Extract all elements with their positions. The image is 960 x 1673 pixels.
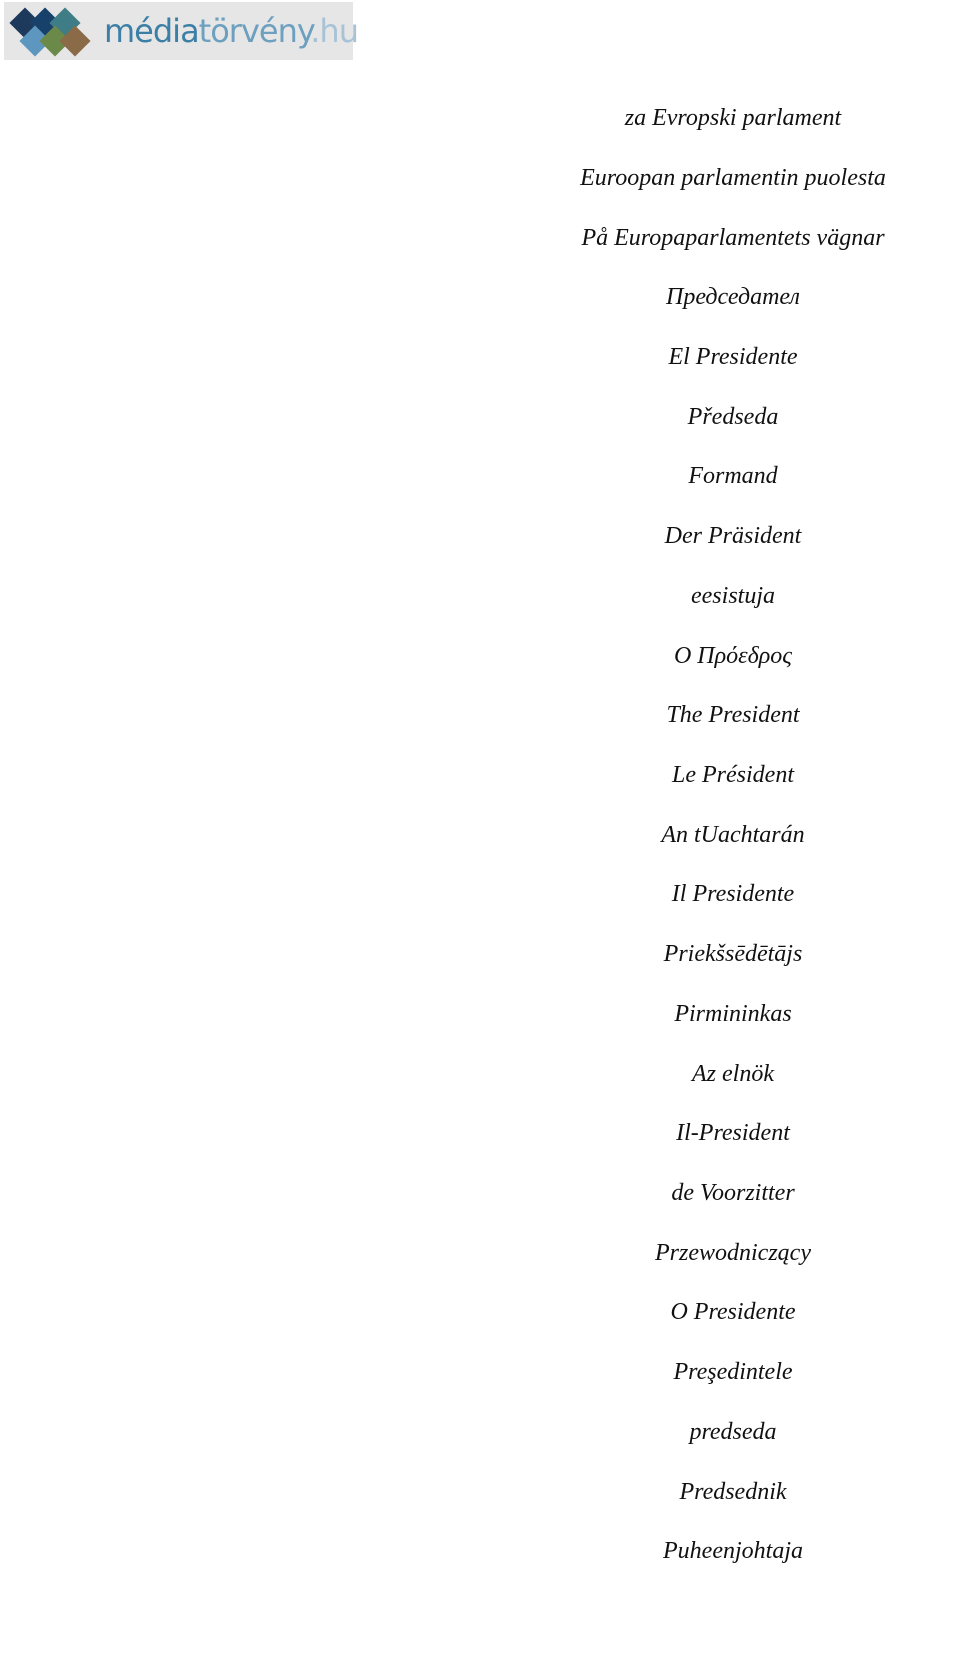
signature-line: Przewodniczący — [655, 1240, 811, 1266]
signature-line: El Presidente — [668, 344, 798, 370]
signature-line: Predsednik — [679, 1479, 787, 1505]
signature-line: Il-President — [676, 1120, 790, 1146]
signature-line: Priekšsēdētājs — [663, 941, 803, 967]
signature-line: Preşedintele — [673, 1359, 793, 1385]
signature-line: za Evropski parlament — [624, 105, 842, 131]
signature-line: Der Präsident — [664, 523, 802, 549]
logo-text — [104, 12, 358, 50]
signature-line: Předseda — [687, 404, 779, 430]
logo-text-hu: .hu — [310, 12, 358, 50]
signature-line: Pirmininkas — [674, 1001, 792, 1027]
signature-line: Председател — [666, 284, 800, 310]
signature-line: predseda — [689, 1419, 777, 1445]
signature-line: de Voorzitter — [671, 1180, 795, 1206]
signature-line: eesistuja — [691, 583, 775, 609]
signature-line: På Europaparlamentets vägnar — [581, 225, 885, 251]
signature-line: Euroopan parlamentin puolesta — [580, 165, 886, 191]
logo-text-torveny: törvény — [198, 12, 311, 50]
site-logo[interactable] — [4, 2, 358, 60]
logo-text-media: média — [104, 12, 199, 50]
signature-line: The President — [666, 702, 800, 728]
signature-line: Puheenjohtaja — [663, 1538, 803, 1564]
signature-line: Ο Πρόεδρος — [673, 643, 793, 669]
signature-line: O Presidente — [670, 1299, 796, 1325]
signature-line: Az elnök — [692, 1061, 774, 1087]
signature-line: Il Presidente — [671, 881, 795, 907]
signature-line: Le Président — [672, 762, 794, 788]
logo-diamonds-icon — [4, 2, 96, 60]
signature-line: An tUachtarán — [661, 822, 805, 848]
signature-line: Formand — [688, 463, 778, 489]
